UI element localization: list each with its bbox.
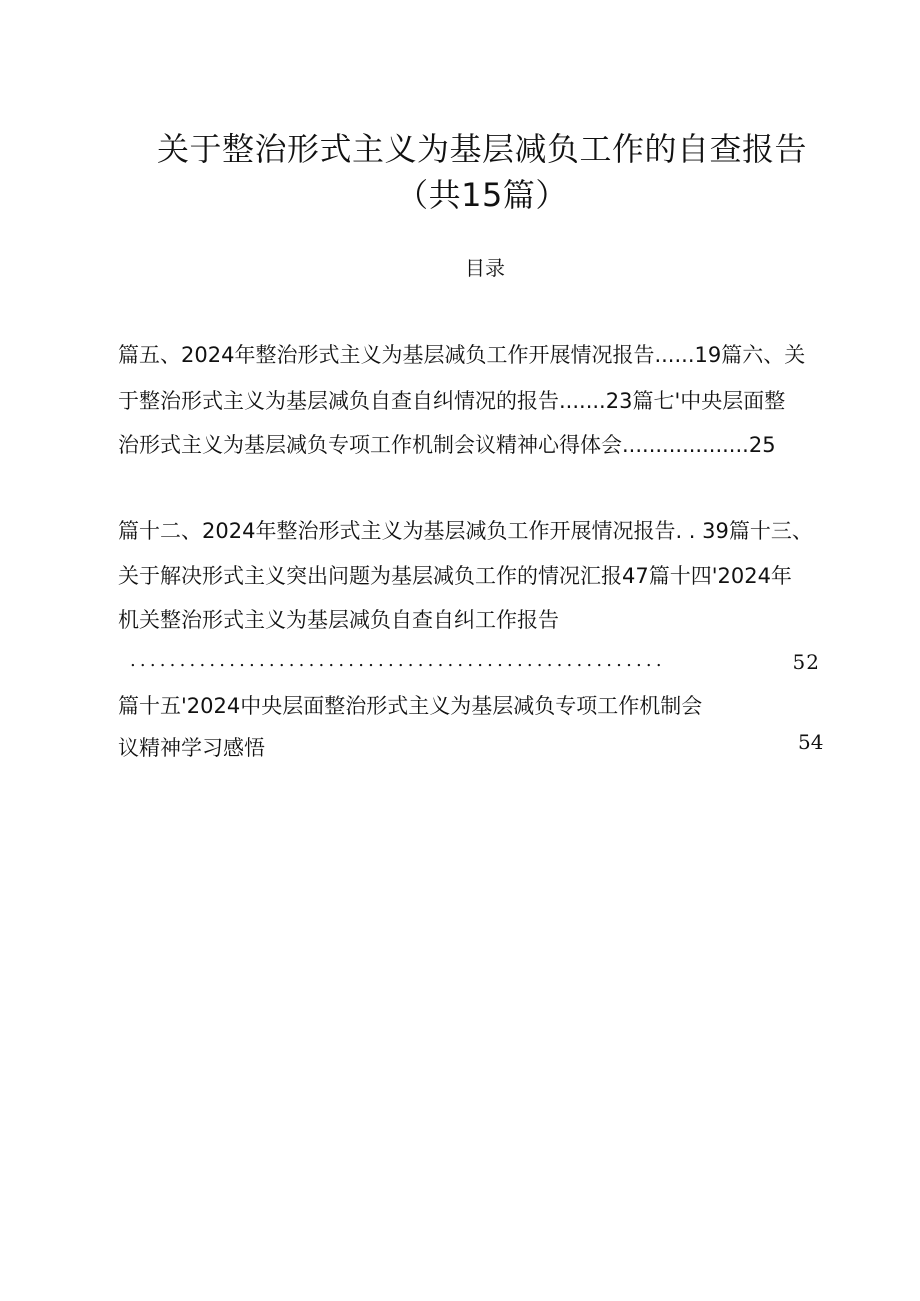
- toc-line[interactable]: 篇五、2024年整治形式主义为基层减负工作开展情况报告......19篇六、关: [118, 343, 806, 367]
- toc-line[interactable]: 治形式主义为基层减负专项工作机制会议精神心得体会...................25: [118, 433, 776, 457]
- toc-page-number: 52: [792, 650, 820, 674]
- document-subtitle: （共15篇）: [396, 176, 568, 214]
- toc-dot-leader: [130, 650, 820, 674]
- toc-heading: 目录: [465, 256, 505, 280]
- toc-page-number: 54: [798, 730, 824, 754]
- toc-line[interactable]: 篇十五'2024中央层面整治形式主义为基层减负专项工作机制会: [118, 694, 703, 718]
- toc-line[interactable]: 机关整治形式主义为基层减负自查自纠工作报告: [118, 608, 559, 632]
- toc-line[interactable]: 关于解决形式主义突出问题为基层减负工作的情况汇报47篇十四'2024年: [118, 564, 792, 588]
- toc-line[interactable]: 于整治形式主义为基层减负自查自纠情况的报告.......23篇七'中央层面整: [118, 389, 786, 413]
- dot-leader: ......................................................: [130, 650, 666, 671]
- toc-line[interactable]: 篇十二、2024年整治形式主义为基层减负工作开展情况报告. . 39篇十三、: [118, 519, 813, 543]
- toc-line[interactable]: 议精神学习感悟: [118, 736, 265, 760]
- document-title: 关于整治形式主义为基层减负工作的自查报告: [156, 130, 807, 168]
